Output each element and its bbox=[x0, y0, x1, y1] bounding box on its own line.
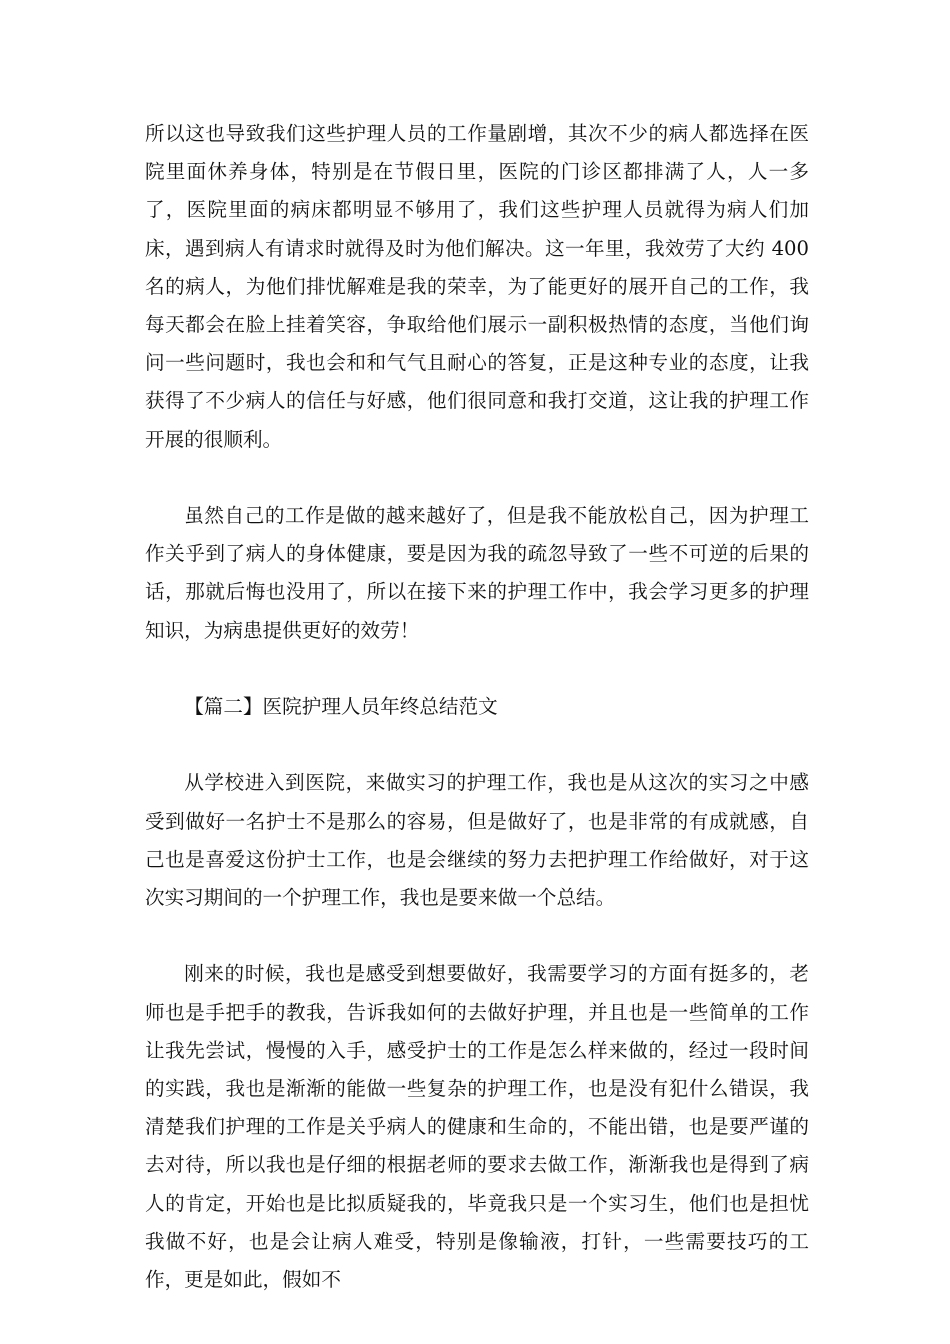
paragraph-continued: 所以这也导致我们这些护理人员的工作量剧增，其次不少的病人都选择在医院里面休养身体，特别是在节假日里，医院的门诊区都排满了人，人一多了，医院里面的病床都明显不够用了，我们这些护理人员就得为病人们加床，遇到病人有请求时就得及时为他们解决。这一年里，我效劳了大约 400 名的病人，为他们排忧解难是我的荣幸，为了能更好的展开自己的工作，我每天都会在脸上挂着笑容，争取给他们展示一副积极热情的态度，当他们询问一些问题时，我也会和和气气且耐心的答复，正是这种专业的态度，让我获得了不少病人的信任与好感，他们很同意和我打交道，这让我的护理工作开展的很顺利。 bbox=[145, 122, 809, 451]
paragraph-intro: 从学校进入到医院，来做实习的护理工作，我也是从这次的实习之中感受到做好一名护士不是那么的容易，但是做好了，也是非常的有成就感，自己也是喜爱这份护士工作，也是会继续的努力去把护理工作给做好，对于这次实习期间的一个护理工作，我也是要来做一个总结。 bbox=[145, 771, 809, 910]
paragraph-first-days: 刚来的时候，我也是感受到想要做好，我需要学习的方面有挺多的，老师也是手把手的教我，告诉我如何的去做好护理，并且也是一些简单的工作让我先尝试，慢慢的入手，感受护士的工作是怎么样来做的，经过一段时间的实践，我也是渐渐的能做一些复杂的护理工作，也是没有犯什么错误，我清楚我们护理的工作是关乎病人的健康和生命的，不能出错，也是要严谨的去对待，所以我也是仔细的根据老师的要求去做工作，渐渐我也是得到了病人的肯定，开始也是比拟质疑我的，毕竟我只是一个实习生，他们也是担忧我做不好，也是会让病人难受，特别是像输液，打针，一些需要技巧的工作，更是如此，假如不 bbox=[145, 962, 809, 1292]
section-heading: 【篇二】医院护理人员年终总结范文 bbox=[184, 695, 498, 719]
document-body bbox=[145, 115, 809, 1337]
paragraph-improvement: 虽然自己的工作是做的越来越好了，但是我不能放松自己，因为护理工作关乎到了病人的身体健康，要是因为我的疏忽导致了一些不可逆的后果的话，那就后悔也没用了，所以在接下来的护理工作中，我会学习更多的护理知识，为病患提供更好的效劳！ bbox=[145, 504, 809, 642]
